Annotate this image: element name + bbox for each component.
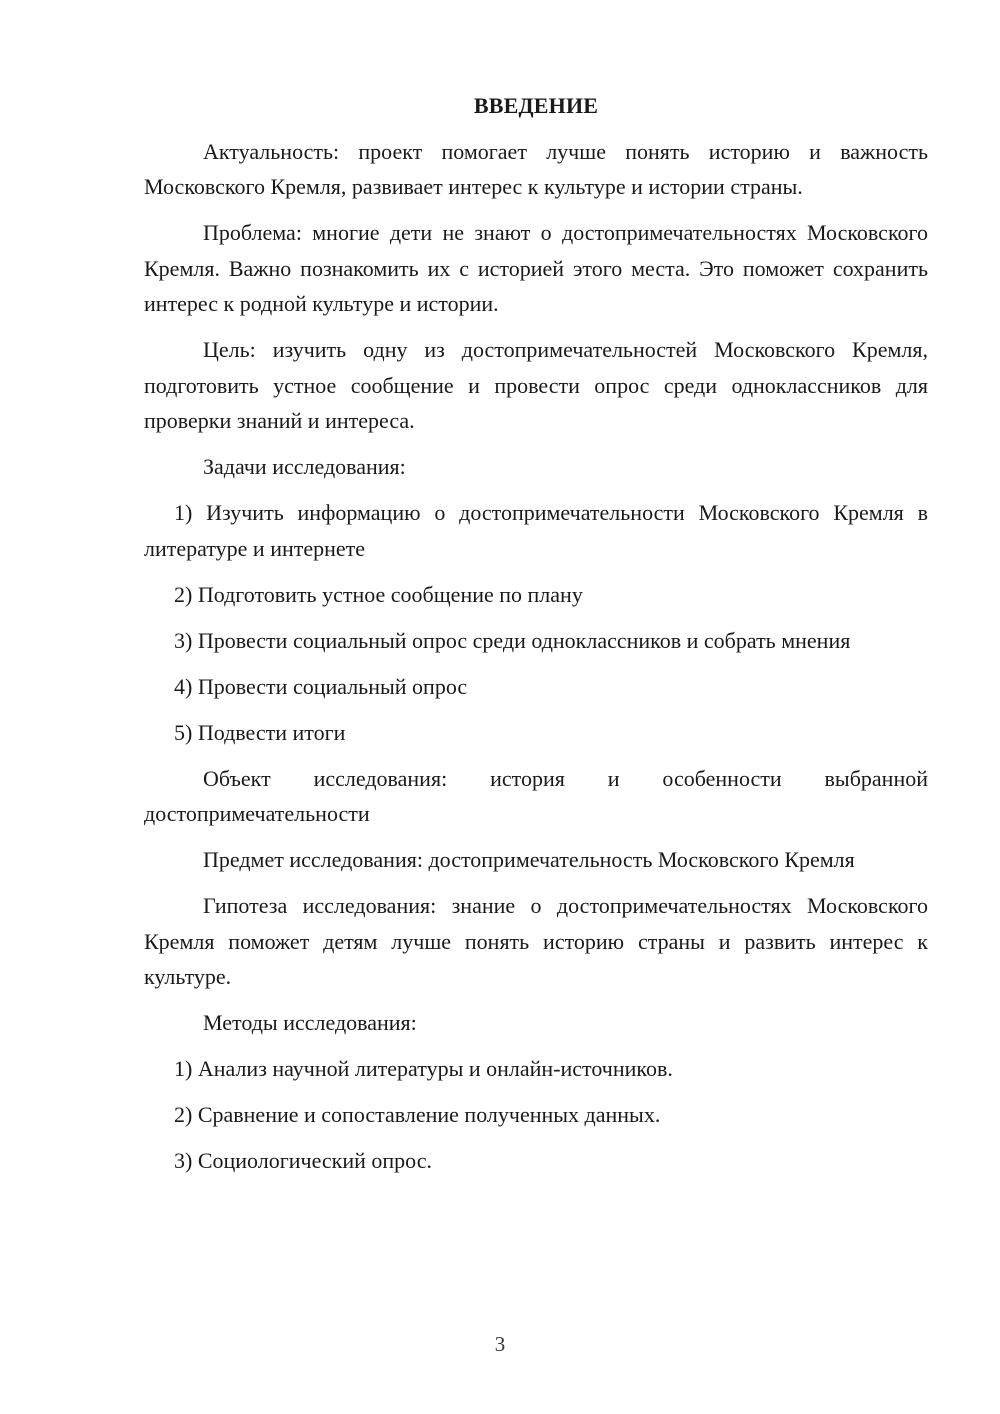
object-paragraph: Объект исследования: история и особенности выбранной достопримечательности [144, 765, 928, 826]
relevance-paragraph: Актуальность: проект помогает лучше понять историю и важность Московского Кремля, развивает интерес к культуре и истории страны. [144, 138, 928, 199]
task-item: 2) Подготовить устное сообщение по плану [174, 581, 583, 607]
page-number: 3 [494, 1332, 506, 1356]
problem-paragraph: Проблема: многие дети не знают о достопримечательностях Московского Кремля. Важно познакомить их с историей этого места. Это поможет сохранить интерес к родной культуре и истории. [144, 220, 928, 316]
method-item: 1) Анализ научной литературы и онлайн-источников. [174, 1056, 673, 1081]
task-item: 5) Подвести итоги [174, 719, 346, 745]
tasks-heading: Задачи исследования: [203, 454, 406, 479]
goal-paragraph: Цель: изучить одну из достопримечательностей Московского Кремля, подготовить устное сообщение и провести опрос среди одноклассников для проверки знаний и интереса. [144, 337, 928, 433]
method-item: 2) Сравнение и сопоставление полученных данных. [174, 1102, 661, 1127]
methods-heading: Методы исследования: [203, 1010, 417, 1035]
task-item: 1) Изучить информацию о достопримечательности Московского Кремля в литературе и интернете [144, 500, 928, 561]
task-item: 3) Провести социальный опрос среди одноклассников и собрать мнения [174, 627, 851, 653]
method-item: 3) Социологический опрос. [174, 1148, 432, 1173]
hypothesis-paragraph: Гипотеза исследования: знание о достопримечательностях Московского Кремля поможет детям лучше понять историю страны и развить интерес к культуре. [144, 893, 928, 989]
page-title: ВВЕДЕНИЕ [473, 93, 599, 118]
task-item: 4) Провести социальный опрос [174, 673, 468, 699]
document-page [144, 88, 928, 1189]
subject-paragraph: Предмет исследования: достопримечательность Московского Кремля [203, 847, 855, 872]
